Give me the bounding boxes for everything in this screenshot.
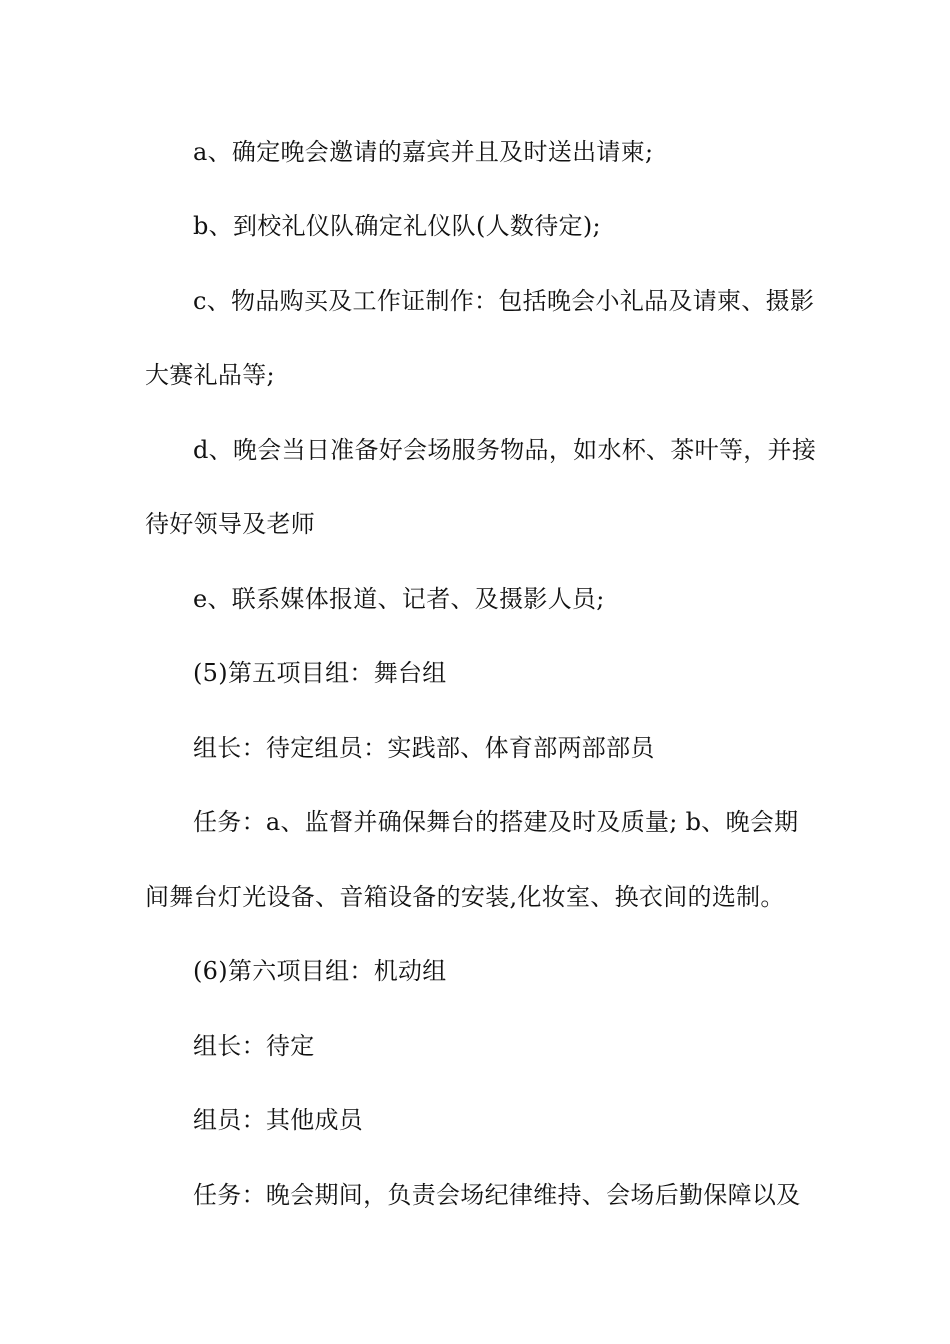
section-6-members: 组员：其他成员 bbox=[193, 1106, 364, 1134]
section-6-heading: (6)第六项目组：机动组 bbox=[193, 957, 447, 985]
item-d-venue-supplies-line2: 待好领导及老师 bbox=[145, 510, 316, 538]
item-e-media-contact: e、联系媒体报道、记者、及摄影人员; bbox=[193, 585, 605, 613]
section-5-leader-members: 组长：待定组员：实践部、体育部两部部员 bbox=[193, 734, 655, 762]
section-5-tasks-line2: 间舞台灯光设备、音箱设备的安装,化妆室、换衣间的选制。 bbox=[145, 883, 785, 911]
section-5-tasks-line1: 任务：a、监督并确保舞台的搭建及时及质量; b、晚会期 bbox=[193, 808, 799, 836]
item-d-venue-supplies-line1: d、晚会当日准备好会场服务物品，如水杯、茶叶等，并接 bbox=[193, 436, 817, 464]
section-6-tasks-line1: 任务：晚会期间，负责会场纪律维持、会场后勤保障以及 bbox=[193, 1181, 801, 1209]
item-a-invite-guests: a、确定晚会邀请的嘉宾并且及时送出请柬; bbox=[193, 138, 654, 166]
item-c-purchase-line1: c、物品购买及工作证制作：包括晚会小礼品及请柬、摄影 bbox=[193, 287, 815, 315]
section-5-heading: (5)第五项目组：舞台组 bbox=[193, 659, 447, 687]
item-b-etiquette-team: b、到校礼仪队确定礼仪队(人数待定); bbox=[193, 212, 601, 240]
item-c-purchase-line2: 大赛礼品等; bbox=[145, 361, 275, 389]
section-6-leader: 组长：待定 bbox=[193, 1032, 315, 1060]
